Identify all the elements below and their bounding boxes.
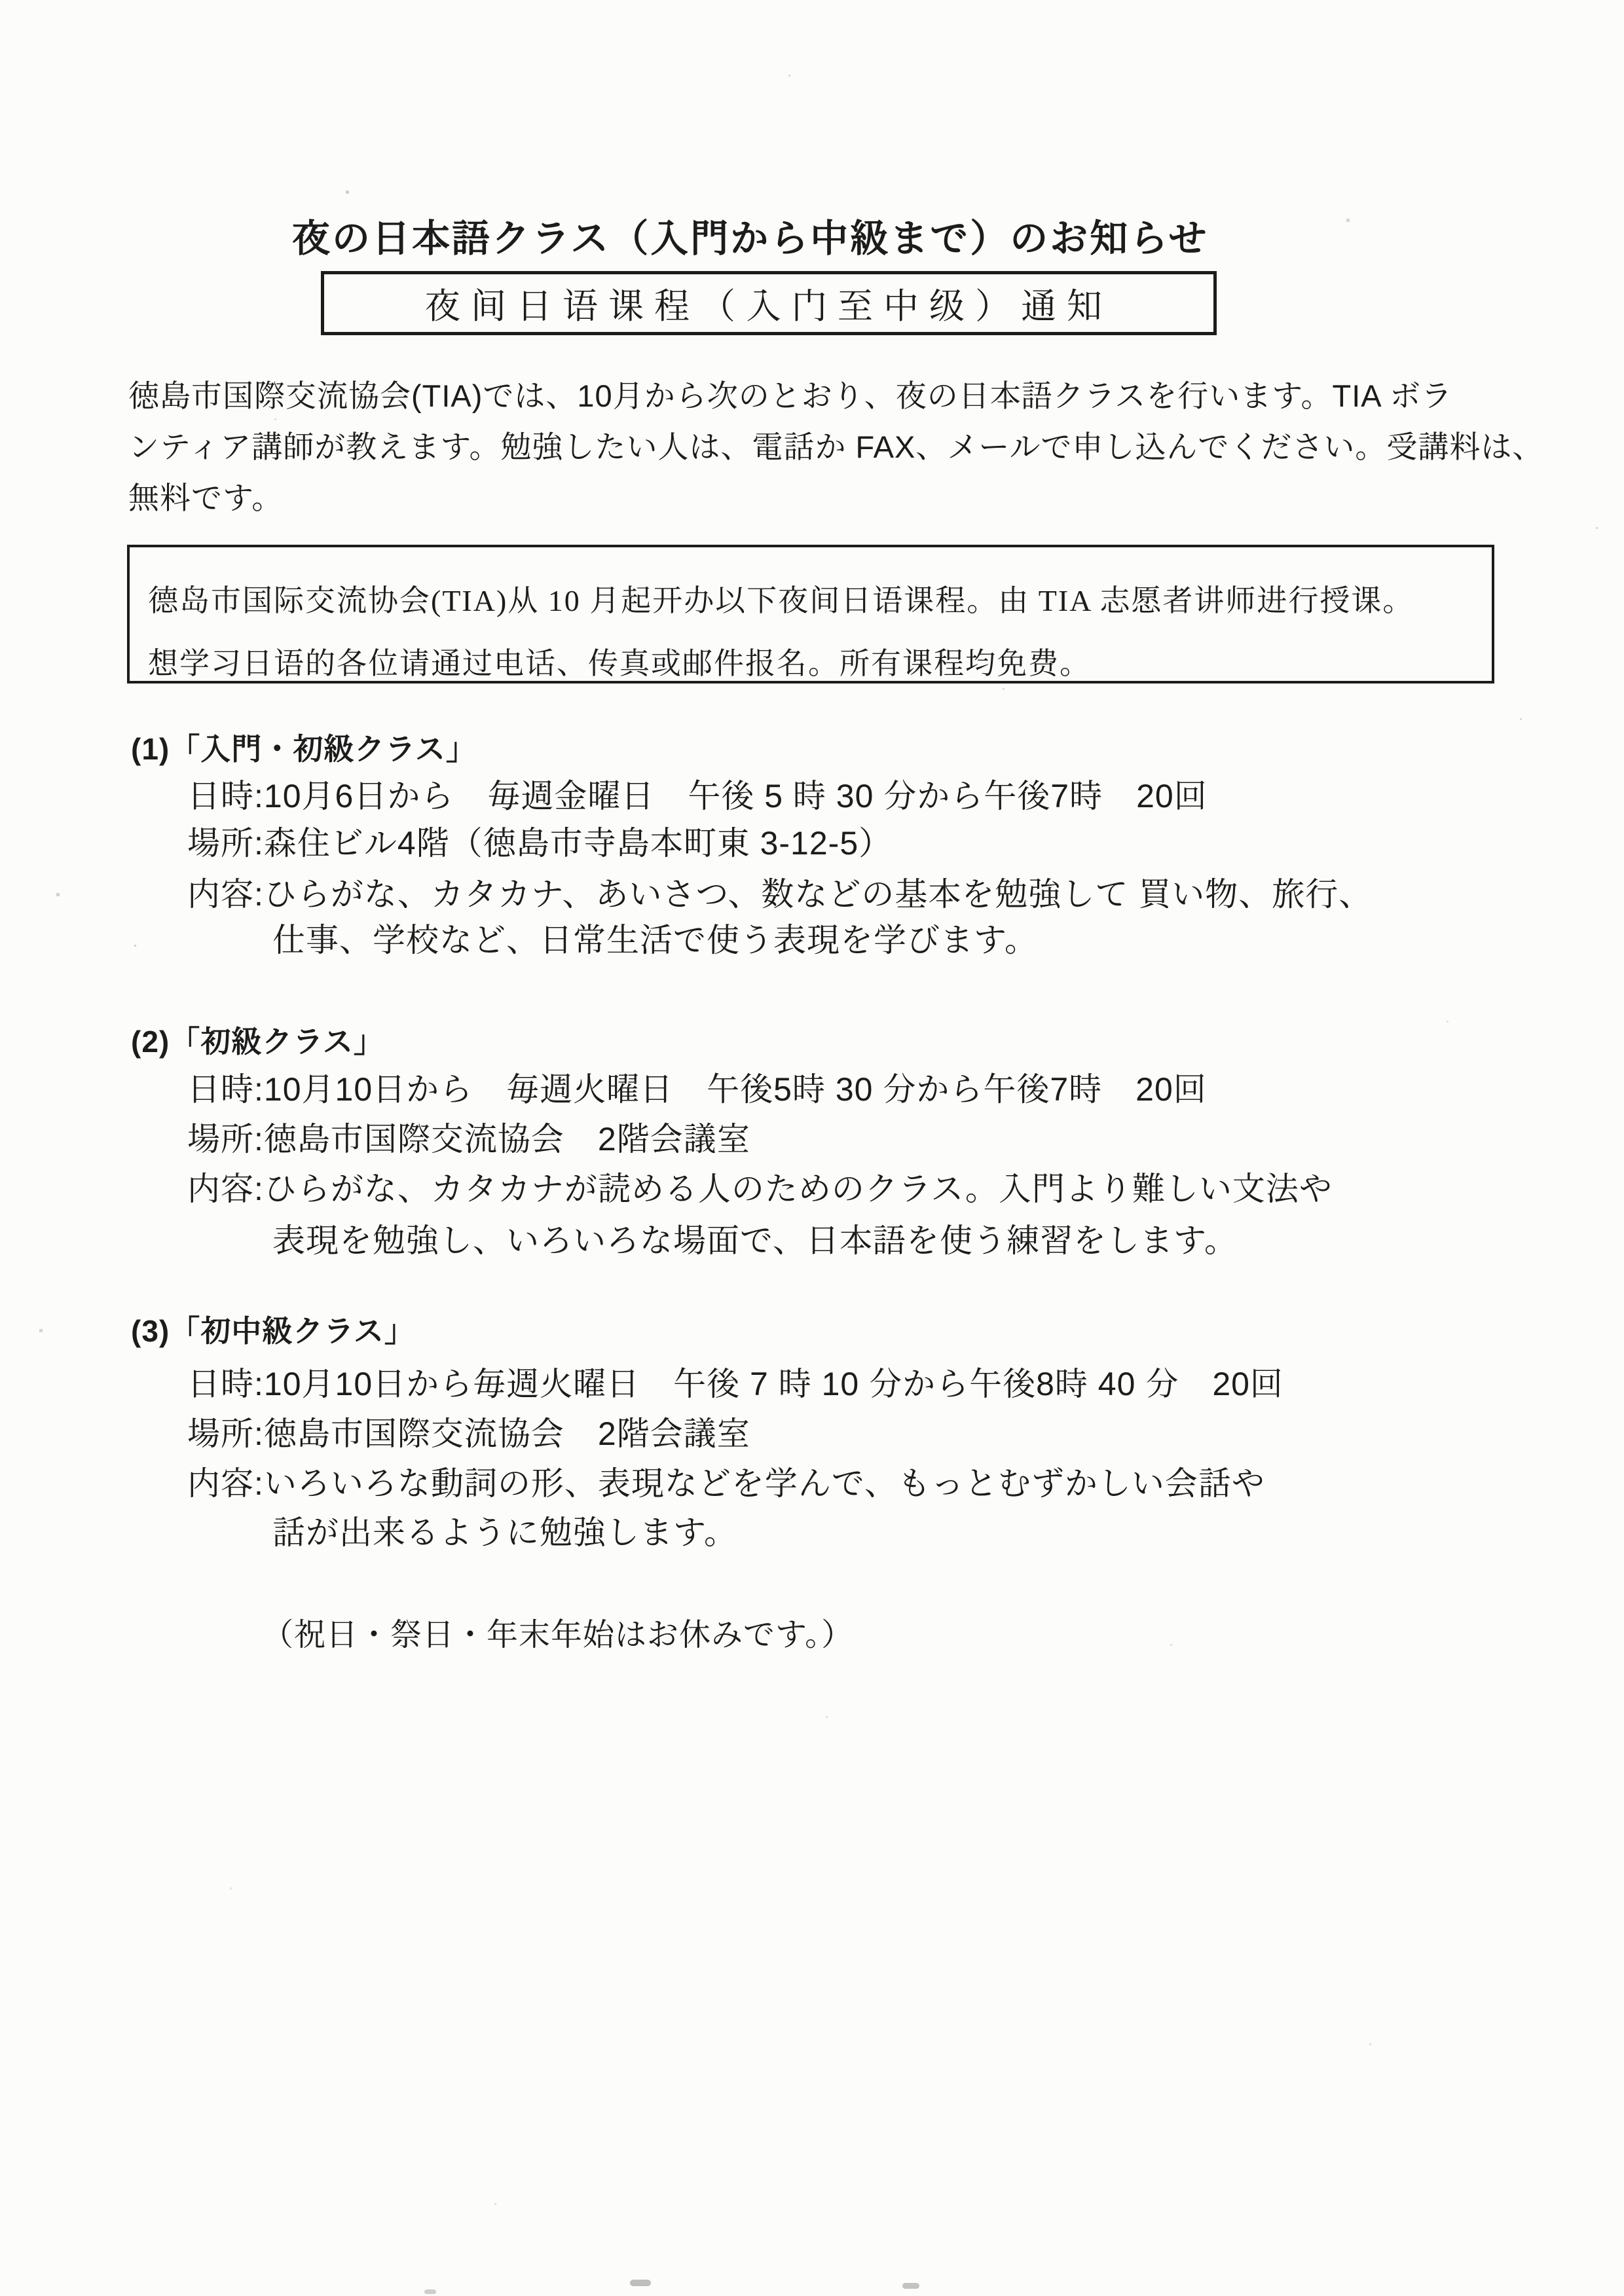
document-title: 夜の日本語クラス（入門から中級まで）のお知らせ <box>292 217 1209 260</box>
intro-zh-line-1: 德岛市国际交流协会(TIA)从 10 月起开办以下夜间日语课程。由 TIA 志愿者讲师进行授课。 <box>148 584 1414 617</box>
section-3-heading: (3)「初中級クラス」 <box>131 1314 415 1348</box>
intro-ja-line-1: 徳島市国際交流協会(TIA)では、10月から次のとおり、夜の日本語クラスを行います。TIA ボラ <box>128 378 1453 413</box>
section-1-content-line-2: 仕事、学校など、日常生活で使う表現を学びます。 <box>272 922 1038 958</box>
chinese-summary-box <box>127 545 1494 683</box>
section-2-place: 場所:徳島市国際交流協会 2階会議室 <box>187 1121 750 1157</box>
section-1-content-line-1: 内容:ひらがな、カタカナ、あいさつ、数などの基本を勉強して 買い物、旅行、 <box>187 876 1373 913</box>
intro-paragraph-ja <box>128 371 1543 524</box>
intro-ja-line-2: ンティア講師が教えます。勉強したい人は、電話か FAX、メールで申し込んでください。受講料は、 <box>128 429 1544 464</box>
section-1-datetime: 日時:10月6日から 毎週金曜日 午後 5 時 30 分から午後7時 20回 <box>187 778 1208 814</box>
section-2-heading: (2)「初級クラス」 <box>131 1025 384 1059</box>
section-3-content-line-2: 話が出来るように勉強します。 <box>272 1514 737 1551</box>
subtitle-box <box>321 271 1217 335</box>
section-2-content-line-2: 表現を勉強し、いろいろな場面で、日本語を使う練習をします。 <box>272 1222 1238 1259</box>
section-3-place: 場所:徳島市国際交流協会 2階会議室 <box>187 1415 750 1452</box>
intro-ja-line-3: 無料です。 <box>128 481 284 515</box>
scan-smudge <box>902 2283 919 2289</box>
intro-zh-line-2: 想学习日语的各位请通过电话、传真或邮件报名。所有课程均免费。 <box>148 647 1091 680</box>
section-1-place: 場所:森住ビル4階（徳島市寺島本町東 3-12-5） <box>187 825 893 862</box>
subtitle-text: 夜间日语课程（入门至中级）通知 <box>425 286 1113 326</box>
section-1-heading: (1)「入門・初級クラス」 <box>131 732 477 766</box>
scan-smudge <box>630 2280 651 2286</box>
section-2-content-line-1: 内容:ひらがな、カタカナが読める人のためのクラス。入門より難しい文法や <box>187 1171 1333 1207</box>
section-2-datetime: 日時:10月10日から 毎週火曜日 午後5時 30 分から午後7時 20回 <box>187 1071 1207 1108</box>
section-3-content-line-1: 内容:いろいろな動詞の形、表現などを学んで、もっとむずかしい会話や <box>187 1465 1265 1502</box>
scan-noise <box>0 0 1 1</box>
scan-smudge <box>424 2289 436 2294</box>
holiday-note: （祝日・祭日・年末年始はお休みです。） <box>262 1618 854 1652</box>
section-3-datetime: 日時:10月10日から毎週火曜日 午後 7 時 10 分から午後8時 40 分 20回 <box>187 1366 1283 1402</box>
